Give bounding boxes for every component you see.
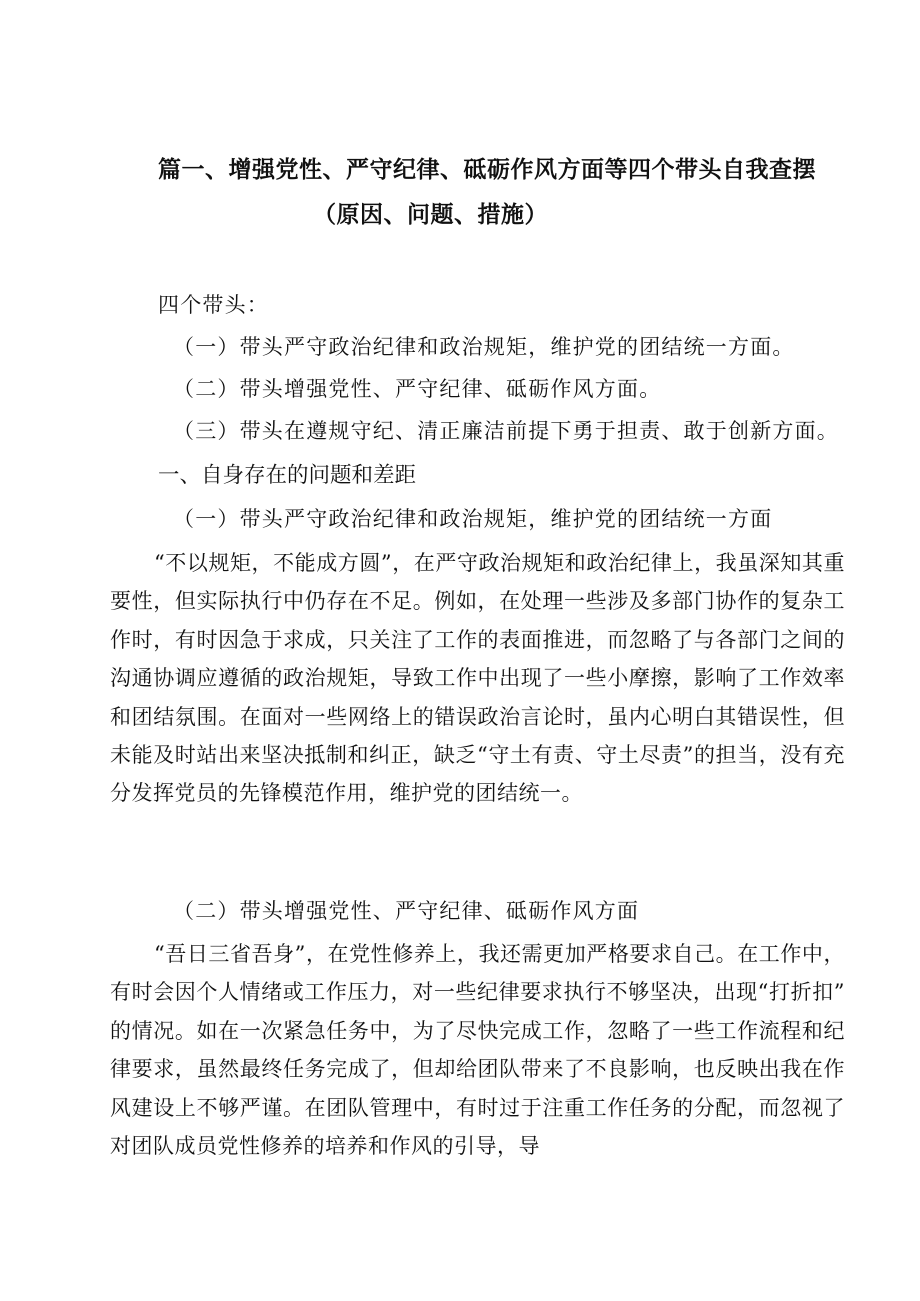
- section-heading: 一、自身存在的问题和差距: [158, 463, 417, 488]
- body-paragraph: “吾日三省吾身”，在党性修养上，我还需更加严格要求自己。在工作中，有时会因个人情绪或工作压力，对一些纪律要求执行不够坚决，出现“打折扣”的情况。如在一次紧急任务中，为了尽快完成工作，忽略了一些工作流程和纪律要求，虽然最终任务完成了，但却给团队带来了不良影响，也反映出我在作风建设上不够严谨。在团队管理中，有时过于注重工作任务的分配，而忽视了对团队成员党性修养的培养和作风的引导，导: [110, 942, 845, 1159]
- intro-label: 四个带头：: [158, 293, 269, 317]
- intro-item: （二）带头增强党性、严守纪律、砥砺作风方面。: [173, 377, 662, 401]
- intro-item: （三）带头在遵规守纪、清正廉洁前提下勇于担责、敢于创新方面。: [173, 419, 839, 443]
- body-paragraph: “不以规矩，不能成方圆”，在严守政治规矩和政治纪律上，我虽深知其重要性，但实际执行中仍存在不足。例如，在处理一些涉及多部门协作的复杂工作时，有时因急于求成，只关注了工作的表面推进，而忽略了与各部门之间的沟通协调应遵循的政治规矩，导致工作中出现了一些小摩擦，影响了工作效率和团结氛围。在面对一些网络上的错误政治言论时，虽内心明白其错误性，但未能及时站出来坚决抵制和纠正，缺乏“守土有责、守土尽责”的担当，没有充分发挥党员的先锋模范作用，维护党的团结统一。: [110, 551, 845, 806]
- subsection-heading: （二）带头增强党性、严守纪律、砥砺作风方面: [173, 899, 640, 923]
- subsection-heading: （一）带头严守政治纪律和政治规矩，维护党的团结统一方面: [173, 507, 773, 531]
- title-line-sub: （原因、问题、措施）: [313, 202, 548, 228]
- document-title: [158, 152, 878, 233]
- title-line-main: 篇一、增强党性、严守纪律、砥砺作风方面等四个带头自我查摆: [158, 157, 816, 183]
- intro-item: （一）带头严守政治纪律和政治规矩，维护党的团结统一方面。: [173, 335, 795, 359]
